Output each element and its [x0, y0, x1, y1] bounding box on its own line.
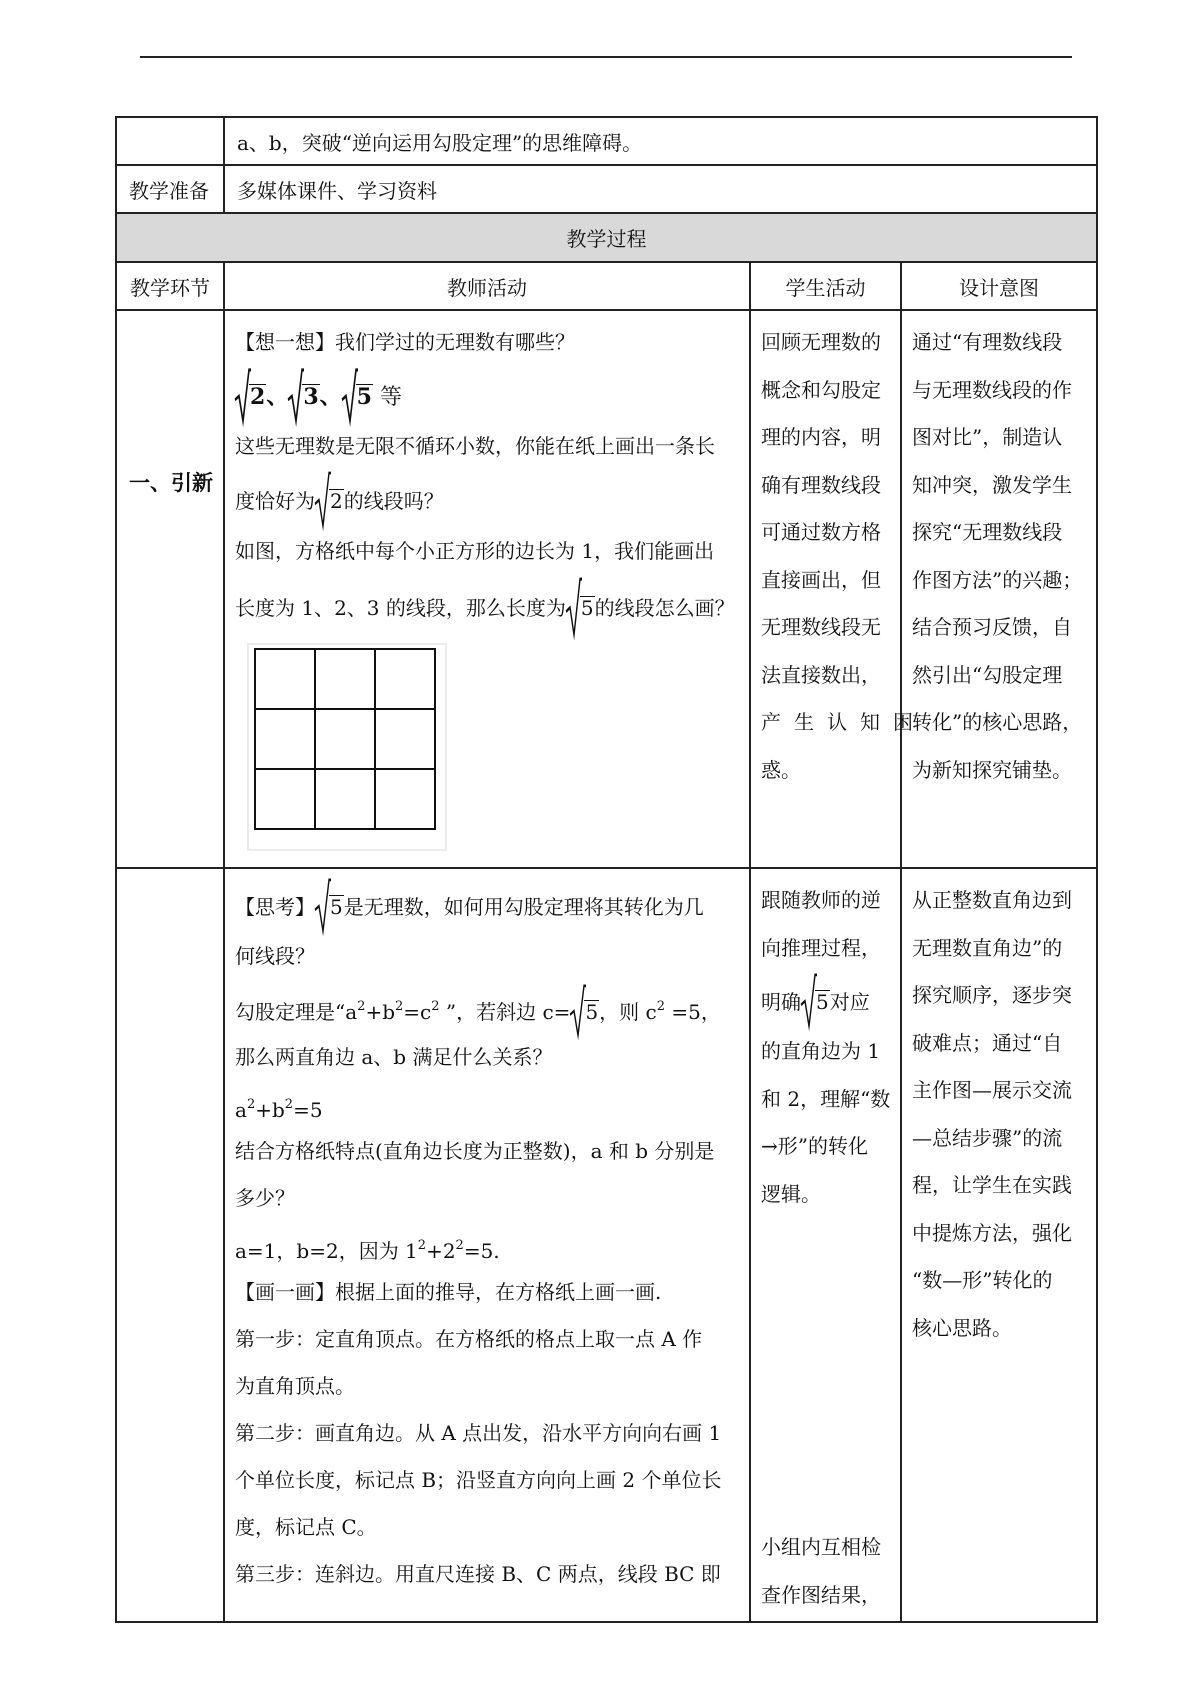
stage1-cell: [117, 311, 225, 869]
sqrt-2-inline: 2: [315, 470, 344, 530]
lesson-plan-table: [115, 116, 1098, 1623]
teacher-line: 何线段？: [235, 944, 315, 968]
design-line: 为新知探究铺垫。: [912, 757, 1072, 782]
student-line: 小组内互相检: [761, 1535, 881, 1559]
sqrt-5: 5: [342, 367, 373, 425]
header-teacher: 教师活动: [225, 263, 751, 311]
stage2-teacher-activity: [225, 869, 751, 1623]
preparation-value: 多媒体课件、学习资料: [225, 166, 1098, 214]
design-line: 作图方法”的兴趣；: [912, 567, 1083, 592]
continuation-label-cell: [117, 118, 225, 166]
design-line: 中提炼方法，强化: [912, 1220, 1072, 1245]
design-line: “数—形”转化的: [912, 1268, 1053, 1292]
teacher-line: 为直角顶点。: [235, 1374, 355, 1398]
teacher-line: 度恰好为 2的线段吗？: [235, 470, 739, 528]
design-line: 破难点；通过“自: [912, 1030, 1063, 1055]
header-stage: 教学环节: [117, 263, 225, 311]
teacher-line: 【想一想】我们学过的无理数有哪些？: [235, 330, 575, 354]
section-title: 教学过程: [117, 214, 1098, 263]
sqrt-5-inline: 5: [566, 576, 595, 639]
design-line: 主作图—展示交流: [912, 1078, 1072, 1102]
teacher-line: 长度为 1、2、3 的线段，那么长度为 5的线段怎么画？: [235, 576, 739, 637]
continuation-text: a、b，突破“逆向运用勾股定理”的思维障碍。: [225, 118, 1098, 166]
student-line: 法直接数出，: [761, 662, 881, 687]
header-design: 设计意图: [902, 263, 1098, 311]
teacher-line: 【思考】 5是无理数，如何用勾股定理将其转化为几: [235, 877, 739, 933]
student-line: 无理数线段无: [761, 615, 881, 639]
teacher-line: 结合方格纸特点(直角边长度为正整数)，a 和 b 分别是: [235, 1139, 715, 1163]
design-line: 结合预习反馈，自: [912, 615, 1072, 639]
student-line: 产生认知困: [761, 710, 926, 734]
teacher-line: 这些无理数是无限不循环小数，你能在纸上画出一条长: [235, 433, 715, 458]
design-line: 探究顺序，逐步突: [912, 983, 1072, 1007]
teacher-line: $a^2+b^2=5$: [235, 1097, 323, 1122]
stage2-cell: [117, 869, 225, 1623]
sqrt-5-inline: 5: [801, 972, 830, 1030]
design-line: 程，让学生在实践: [912, 1173, 1072, 1197]
student-line: 可通过数方格: [761, 520, 881, 544]
sqrt-3: 3: [288, 367, 319, 425]
design-line: 图对比”，制造认: [912, 425, 1063, 449]
design-line: 知冲突，激发学生: [912, 472, 1072, 497]
header-rule: [140, 56, 1072, 58]
student-line: 理的内容，明: [761, 425, 881, 449]
irrational-examples: 2、 3、 5 等: [235, 367, 739, 423]
design-line: 无理数直角边”的: [912, 935, 1063, 960]
stage1-teacher-activity: [225, 311, 751, 869]
student-line: 确有理数线段: [761, 472, 881, 497]
student-line: →形”的转化: [761, 1134, 868, 1158]
student-line: 查作图结果，: [761, 1583, 881, 1607]
student-line: 向推理过程，: [761, 935, 881, 960]
teacher-line: 第一步：定直角顶点。在方格纸的格点上取一点 A 作: [235, 1327, 703, 1351]
stage2-student-activity: [751, 869, 902, 1623]
teacher-line: 第三步：连斜边。用直尺连接 B、C 两点，线段 BC 即: [235, 1562, 721, 1586]
student-line: 概念和勾股定: [761, 377, 881, 402]
teacher-line: 如图，方格纸中每个小正方形的边长为 1，我们能画出: [235, 539, 715, 563]
design-line: 转化”的核心思路，: [912, 710, 1083, 734]
teacher-line: 多少？: [235, 1186, 295, 1210]
square-grid-figure: [247, 643, 447, 851]
design-line: 探究“无理数线段: [912, 520, 1063, 544]
student-line: 明确 5对应: [761, 972, 890, 1028]
student-line: 逻辑。: [761, 1181, 821, 1206]
sqrt-5-inline: 5: [570, 983, 599, 1039]
design-line: 通过“有理数线段: [912, 330, 1063, 354]
teacher-line: a=1，b=2，因为 $1^2+2^2=5$.: [235, 1238, 500, 1263]
student-line: 直接画出，但: [761, 567, 881, 592]
teacher-line: 【画一画】根据上面的推导，在方格纸上画一画.: [235, 1280, 662, 1304]
student-line: 回顾无理数的: [761, 330, 881, 354]
sqrt-5-inline: 5: [315, 877, 344, 935]
stage2-design-intent: [902, 869, 1098, 1623]
sqrt-2: 2: [235, 367, 266, 425]
preparation-label: 教学准备: [117, 166, 225, 214]
student-line: 的直角边为 1: [761, 1039, 881, 1063]
header-student: 学生活动: [751, 263, 902, 311]
design-line: 然引出“勾股定理: [912, 662, 1063, 687]
student-bottom-block: [761, 1523, 881, 1619]
teacher-line: 度，标记点 C。: [235, 1515, 377, 1539]
teacher-line: 个单位长度，标记点 B；沿竖直方向向上画 2 个单位长: [235, 1468, 722, 1492]
teacher-line: 勾股定理是“$a^2+b^2=c^2$ ”，若斜边 c= 5，则 $c^2 =5$，: [235, 980, 739, 1034]
student-line: 和 2，理解“数: [761, 1086, 891, 1111]
student-line: 惑。: [761, 757, 801, 782]
stage1-student-activity: [751, 311, 926, 869]
stage1-design-intent: [902, 311, 1098, 869]
student-line: 跟随教师的逆: [761, 888, 881, 912]
design-line: 从正整数直角边到: [912, 888, 1072, 912]
design-line: 核心思路。: [912, 1315, 1012, 1340]
design-line: —总结步骤”的流: [912, 1125, 1063, 1150]
stage1-label: 一、引新: [129, 470, 213, 495]
design-line: 与无理数线段的作: [912, 377, 1072, 402]
teacher-line: 那么两直角边 a、b 满足什么关系？: [235, 1045, 553, 1069]
teacher-line: 第二步：画直角边。从 A 点出发，沿水平方向向右画 1: [235, 1421, 722, 1445]
